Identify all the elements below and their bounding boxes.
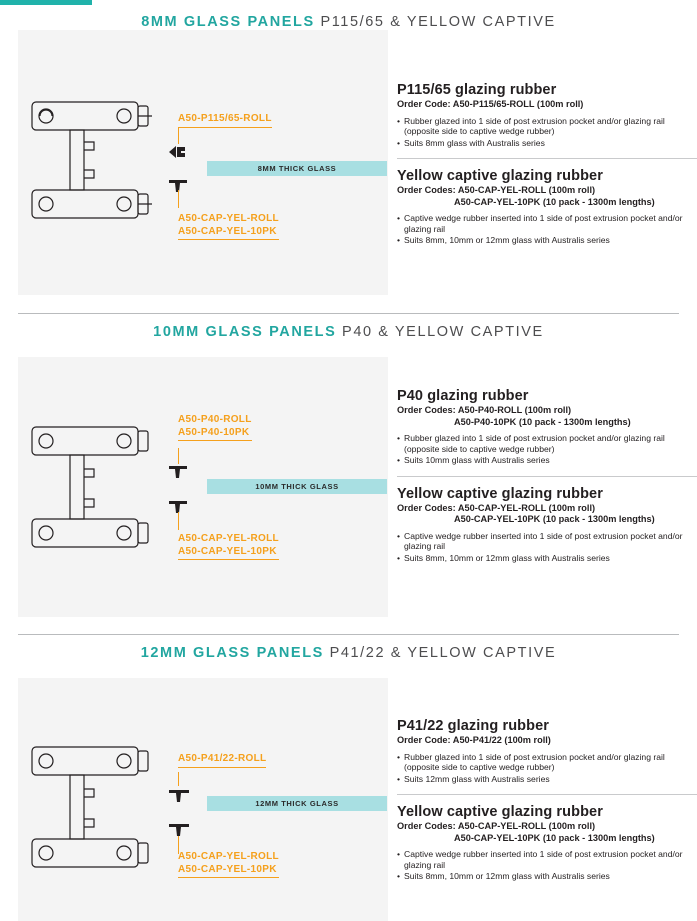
glazing-rubber-glyph-p115 (168, 143, 190, 166)
bullet: • Suits 8mm glass with Australis series (397, 138, 697, 149)
product-divider (397, 476, 697, 477)
product-title: Yellow captive glazing rubber (397, 804, 603, 821)
product-bullets (397, 116, 697, 149)
top-accent-bar (0, 0, 92, 5)
section-heading-strong: 10MM GLASS PANELS (153, 324, 337, 340)
bullet: • Suits 10mm glass with Australis series (397, 455, 697, 466)
callout-line: A50-CAP-YEL-10PK (178, 546, 279, 561)
product-title: Yellow captive glazing rubber (397, 485, 603, 502)
callout-line: A50-P40-10PK (178, 427, 252, 442)
glass-bar-10mm: 10MM THICK GLASS (207, 479, 387, 494)
callout-line: A50-CAP-YEL-ROLL (178, 533, 279, 544)
callout-p40 (178, 414, 252, 441)
leader-line (178, 772, 179, 786)
bullet: • Rubber glazed into 1 side of post extrusion pocket and/or glazing rail (opposite side to captive wedge rubber) (397, 433, 697, 454)
leader-line (178, 448, 179, 464)
bullet: • Rubber glazed into 1 side of post extrusion pocket and/or glazing rail (opposite side to captive wedge rubber) (397, 752, 697, 773)
callout-cap-yel (178, 213, 279, 240)
order-code-line: A50-CAP-YEL-10PK (10 pack - 1300m lengths) (454, 514, 655, 525)
post-extrusion-profile-12mm (26, 735, 166, 885)
order-code-line: Order Codes: A50-CAP-YEL-ROLL (100m roll) (397, 185, 596, 196)
product-bullets (397, 531, 697, 564)
glass-bar-12mm: 12MM THICK GLASS (207, 796, 387, 811)
product-bullets (397, 849, 697, 882)
product-title: P40 glazing rubber (397, 388, 529, 404)
callout-line: A50-CAP-YEL-ROLL (178, 213, 279, 224)
section-heading (0, 318, 697, 344)
section-heading-strong: 8MM GLASS PANELS (141, 14, 315, 30)
callout-p115-roll: A50-P115/65-ROLL (178, 113, 272, 128)
section-10mm (0, 318, 697, 344)
product-text-12mm (397, 718, 697, 883)
glass-bar-8mm: 8MM THICK GLASS (207, 161, 387, 176)
leader-line (178, 128, 179, 144)
leader-line (178, 190, 179, 208)
product-text-8mm (397, 82, 697, 247)
captive-rubber-glyph-12mm (168, 820, 192, 843)
callout-line: A50-P40-ROLL (178, 414, 252, 425)
bullet: • Suits 8mm, 10mm or 12mm glass with Australis series (397, 871, 697, 882)
product-title: P41/22 glazing rubber (397, 718, 549, 734)
section-heading-light: P41/22 & YELLOW CAPTIVE (329, 645, 557, 661)
order-code-line: Order Codes: A50-P40-ROLL (100m roll) (397, 405, 572, 415)
bullet: • Captive wedge rubber inserted into 1 side of post extrusion pocket and/or glazing rail (397, 531, 697, 552)
bullet: • Suits 8mm, 10mm or 12mm glass with Australis series (397, 235, 697, 246)
section-12mm (0, 639, 697, 665)
bullet: • Suits 12mm glass with Australis series (397, 774, 697, 785)
product-title: Yellow captive glazing rubber (397, 168, 603, 185)
bullet: • Rubber glazed into 1 side of post extrusion pocket and/or glazing rail (opposite side to captive wedge rubber) (397, 116, 697, 137)
order-code-line: Order Code: A50-P41/22 (100m roll) (397, 735, 551, 745)
bullet: • Captive wedge rubber inserted into 1 side of post extrusion pocket and/or glazing rail (397, 213, 697, 234)
callout-line: A50-CAP-YEL-ROLL (178, 851, 279, 862)
product-divider (397, 158, 697, 159)
post-extrusion-profile-8mm (26, 90, 166, 235)
callout-line: A50-CAP-YEL-10PK (178, 864, 279, 879)
order-code-line: A50-CAP-YEL-10PK (10 pack - 1300m lengths) (454, 196, 655, 207)
callout-cap-yel (178, 533, 279, 560)
section-heading-light: P115/65 & YELLOW CAPTIVE (320, 14, 556, 30)
section-heading-strong: 12MM GLASS PANELS (140, 645, 324, 661)
product-divider (397, 794, 697, 795)
callout-cap-yel (178, 851, 279, 878)
order-code-line: A50-P40-10PK (10 pack - 1300m lengths) (454, 416, 631, 427)
order-code-line: Order Codes: A50-CAP-YEL-ROLL (100m roll) (397, 502, 596, 513)
callout-p41-roll: A50-P41/22-ROLL (178, 753, 266, 768)
order-code-line: Order Codes: A50-CAP-YEL-ROLL (100m roll) (397, 821, 596, 832)
callout-line: A50-CAP-YEL-10PK (178, 226, 279, 241)
product-bullets (397, 752, 697, 785)
section-divider (18, 634, 679, 635)
bullet: • Captive wedge rubber inserted into 1 side of post extrusion pocket and/or glazing rail (397, 849, 697, 870)
product-bullets (397, 433, 697, 466)
glazing-rubber-glyph-p41 (168, 786, 192, 809)
product-text-10mm (397, 388, 697, 565)
product-title: P115/65 glazing rubber (397, 82, 557, 98)
post-extrusion-profile-10mm (26, 415, 166, 565)
leader-line (178, 512, 179, 530)
bullet: • Suits 8mm, 10mm or 12mm glass with Australis series (397, 553, 697, 564)
order-code-line: Order Code: A50-P115/65-ROLL (100m roll) (397, 99, 584, 109)
section-divider (18, 313, 679, 314)
section-heading (0, 639, 697, 665)
section-heading-light: P40 & YELLOW CAPTIVE (342, 324, 544, 340)
product-bullets (397, 213, 697, 246)
order-code-line: A50-CAP-YEL-10PK (10 pack - 1300m lengths) (454, 832, 655, 843)
glazing-rubber-glyph-p40 (168, 462, 190, 485)
